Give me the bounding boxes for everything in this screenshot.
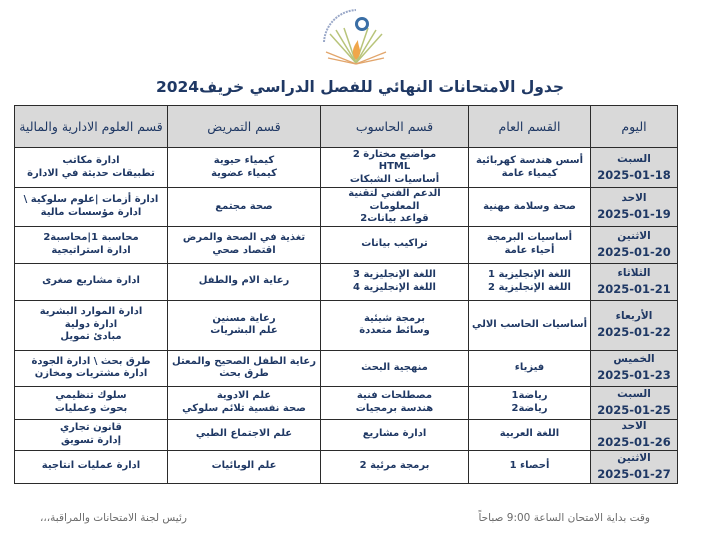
exam-date: 2025-01-18	[597, 167, 671, 182]
subject-name: سلوك تنظيمي	[55, 390, 127, 401]
subject-name: علم البشريات	[210, 325, 278, 336]
nursing-dept-subjects-cell	[168, 263, 321, 300]
subject-name: برمجة مرئية 2	[359, 460, 430, 472]
admin-dept-subjects-cell	[15, 386, 168, 419]
institute-logo-icon	[300, 8, 412, 68]
table-body	[15, 148, 678, 484]
subject-name: علم الوبائيات	[211, 460, 277, 472]
subject-name: أسس هندسة كهربائية	[475, 155, 584, 166]
subject-name: تراكيب بيانات	[361, 238, 428, 250]
admin-dept-subjects-cell	[15, 263, 168, 300]
day-name: الاحد	[621, 192, 647, 204]
exam-date: 2025-01-21	[597, 281, 671, 296]
computer-dept-subjects-cell	[321, 419, 469, 450]
table-row	[15, 148, 678, 188]
subject-name: اقتصاد صحي	[212, 244, 276, 256]
table-row	[15, 300, 678, 350]
computer-dept-subjects-cell	[321, 148, 469, 188]
subject-name: طرق بحث	[219, 368, 269, 379]
subject-name: طرق بحث \ ادارة الجودة	[31, 355, 151, 367]
subject-name: رعاية الام والطفل	[198, 275, 290, 287]
header-nursing-dept: قسم التمريض	[168, 106, 321, 148]
subject-name: مواضيع مختارة 2	[352, 148, 437, 160]
day-name: الاحد	[621, 419, 647, 432]
subject-name: ادارة الموارد البشرية	[39, 306, 143, 318]
day-name: الخميس	[613, 353, 655, 366]
day-cell	[591, 148, 678, 188]
subject-name: أساسيات الحاسب الالي	[471, 318, 587, 330]
day-name: الاثنين	[617, 229, 651, 242]
subject-name: هندسة برمجيات	[355, 402, 434, 414]
computer-dept-subjects-cell	[321, 450, 469, 483]
subject-name: ادارة استراتيجية	[51, 244, 131, 256]
day-cell	[591, 386, 678, 419]
subject-name: إدارة تسويق	[60, 434, 122, 446]
subject-name: صحة وسلامة مهنية	[483, 200, 576, 212]
subject-name: ادارة مؤسسات مالية	[40, 206, 142, 218]
general-dept-subjects-cell	[469, 386, 591, 419]
subject-name: ادارة مشاريع	[362, 428, 427, 440]
admin-dept-subjects-cell	[15, 226, 168, 263]
header-day: اليوم	[591, 106, 678, 148]
exam-date: 2025-01-25	[597, 402, 671, 417]
computer-dept-subjects-cell	[321, 300, 469, 350]
subject-name: اللغة الإنجليزية 1	[488, 269, 571, 280]
subject-name: أساسيات الشبكات	[349, 173, 440, 185]
subject-name: ادارة أزمات |علوم سلوكية \	[23, 194, 159, 206]
nursing-dept-subjects-cell	[168, 188, 321, 227]
subject-name: اللغة الإنجليزية 4	[353, 281, 436, 293]
computer-dept-subjects-cell	[321, 350, 469, 386]
institute-logo	[300, 8, 412, 68]
subject-name: أساسيات البرمجة	[486, 232, 573, 243]
subject-name: مبادئ تمويل	[60, 331, 122, 343]
subject-name: ادارة مكاتب	[62, 155, 120, 166]
subject-name: اللغة الإنجليزية 2	[488, 281, 571, 293]
day-cell	[591, 300, 678, 350]
subject-name: أحياء عامة	[504, 244, 555, 256]
day-cell	[591, 350, 678, 386]
subject-name: كيمياء عضوية	[211, 167, 277, 179]
page-title: جدول الامتحانات النهائي للفصل الدراسي خريف2024	[155, 78, 565, 96]
general-dept-subjects-cell	[469, 148, 591, 188]
day-cell	[591, 188, 678, 227]
subject-name: كيمياء حيوية	[213, 155, 275, 166]
exam-date: 2025-01-22	[597, 325, 671, 340]
day-cell	[591, 263, 678, 300]
subject-name: ادارة عمليات انتاجية	[41, 460, 141, 472]
subject-name: اللغة العربية	[499, 428, 560, 440]
exam-date: 2025-01-23	[597, 368, 671, 383]
general-dept-subjects-cell	[469, 300, 591, 350]
day-name: السبت	[617, 387, 651, 400]
general-dept-subjects-cell	[469, 419, 591, 450]
subject-name: ادارة مشاريع صغرى	[42, 275, 140, 287]
header-general-dept: القسم العام	[469, 106, 591, 148]
subject-name: رياضة2	[511, 402, 548, 414]
admin-dept-subjects-cell	[15, 300, 168, 350]
table-row	[15, 226, 678, 263]
admin-dept-subjects-cell	[15, 450, 168, 483]
day-cell	[591, 450, 678, 483]
general-dept-subjects-cell	[469, 188, 591, 227]
nursing-dept-subjects-cell	[168, 148, 321, 188]
subject-name: علم الادوية	[216, 390, 272, 401]
exam-date: 2025-01-20	[597, 244, 671, 259]
subject-name: فيزياء	[514, 361, 545, 373]
nursing-dept-subjects-cell	[168, 350, 321, 386]
subject-name: صحة نفسية تلائم سلوكي	[182, 402, 306, 414]
admin-dept-subjects-cell	[15, 350, 168, 386]
subject-name: منهجية البحث	[361, 361, 428, 373]
computer-dept-subjects-cell	[321, 263, 469, 300]
nursing-dept-subjects-cell	[168, 419, 321, 450]
nursing-dept-subjects-cell	[168, 226, 321, 263]
day-name: الاثنين	[617, 451, 651, 464]
subject-name: بحوث وعمليات	[54, 402, 128, 414]
header-computer-dept: قسم الحاسوب	[321, 106, 469, 148]
table-row	[15, 188, 678, 227]
subject-name: قواعد بيانات2	[360, 213, 429, 224]
table-row	[15, 350, 678, 386]
subject-name: رياضة1	[511, 390, 548, 401]
computer-dept-subjects-cell	[321, 386, 469, 419]
table-row	[15, 419, 678, 450]
day-name: السبت	[617, 152, 651, 165]
exam-date: 2025-01-19	[597, 207, 671, 222]
subject-name: وسائط متعددة	[359, 325, 430, 336]
subject-name: قانون تجاري	[60, 422, 122, 433]
exam-date: 2025-01-26	[597, 434, 671, 449]
subject-name: محاسبة 1|محاسبة2	[43, 232, 139, 243]
subject-name: أحصاء 1	[509, 460, 550, 472]
subject-name: صحة مجتمع	[215, 200, 273, 212]
subject-name: HTML	[378, 161, 411, 173]
general-dept-subjects-cell	[469, 226, 591, 263]
subject-name: برمجة شيئية	[363, 312, 426, 324]
nursing-dept-subjects-cell	[168, 300, 321, 350]
computer-dept-subjects-cell	[321, 188, 469, 227]
exam-schedule-table	[14, 105, 678, 484]
subject-name: تطبيقات حديثة في الادارة	[27, 167, 155, 179]
general-dept-subjects-cell	[469, 350, 591, 386]
subject-name: مصطلحات فنية	[356, 390, 433, 401]
general-dept-subjects-cell	[469, 263, 591, 300]
exam-start-time-note: وقت بداية الامتحان الساعة 9:00 صباحاً	[478, 512, 650, 524]
subject-name: علم الاجتماع الطبي	[195, 428, 293, 440]
admin-dept-subjects-cell	[15, 148, 168, 188]
day-name: الأربعاء	[615, 310, 653, 323]
subject-name: رعاية الطفل الصحيح والمعتل	[172, 355, 316, 367]
header-admin-dept: قسم العلوم الادارية والمالية	[15, 106, 168, 148]
subject-name: رعاية مسنين	[212, 312, 276, 324]
subject-name: الدعم الفني لتقنية المعلومات	[348, 188, 441, 212]
day-cell	[591, 419, 678, 450]
general-dept-subjects-cell	[469, 450, 591, 483]
day-name: الثلاثاء	[617, 266, 651, 279]
nursing-dept-subjects-cell	[168, 450, 321, 483]
subject-name: اللغة الإنجليزية 3	[353, 269, 436, 280]
admin-dept-subjects-cell	[15, 419, 168, 450]
subject-name: تغذية في الصحة والمرض	[182, 232, 306, 243]
table-row	[15, 386, 678, 419]
subject-name: ادارة مشتريات ومخازن	[34, 368, 148, 379]
day-cell	[591, 226, 678, 263]
committee-signature: رئيس لجنة الامتحانات والمراقبة،،،	[40, 512, 187, 524]
subject-name: كيمياء عامة	[501, 167, 558, 179]
table-header-row	[15, 106, 678, 148]
table-row	[15, 450, 678, 483]
nursing-dept-subjects-cell	[168, 386, 321, 419]
admin-dept-subjects-cell	[15, 188, 168, 227]
subject-name: ادارة دولية	[64, 318, 118, 330]
exam-date: 2025-01-27	[597, 466, 671, 481]
table-row	[15, 263, 678, 300]
computer-dept-subjects-cell	[321, 226, 469, 263]
